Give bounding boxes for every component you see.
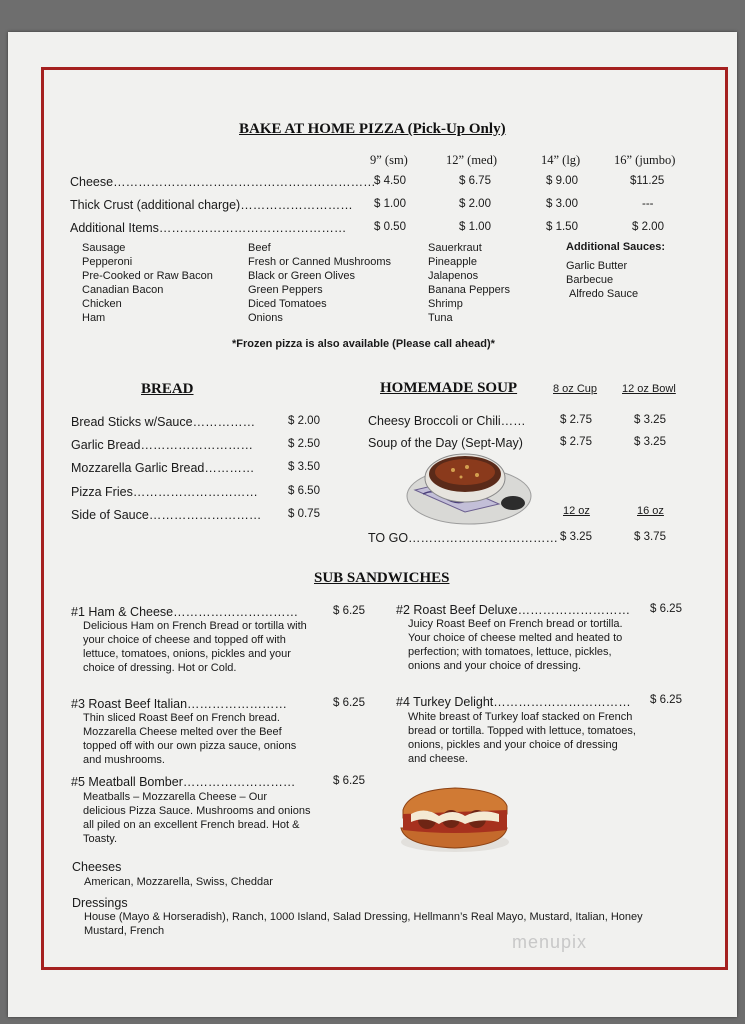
- bread-item: Garlic Bread………………………: [71, 438, 253, 452]
- toppings-col-3: [428, 241, 510, 325]
- soup-item: Cheesy Broccoli or Chili……: [368, 414, 526, 428]
- price-add-sm: $ 0.50: [374, 221, 406, 233]
- sub-name: #2 Roast Beef Deluxe………………………: [396, 603, 631, 617]
- bread-item: Pizza Fries…………………………: [71, 485, 258, 499]
- topping: Green Peppers: [248, 284, 323, 296]
- pizza-row-additional: Additional Items………………………………………: [70, 221, 347, 235]
- toppings-col-1: [82, 241, 213, 325]
- soup-bowl-image: [405, 448, 533, 528]
- bread-title: BREAD: [141, 381, 194, 397]
- price-cheese-lg: $ 9.00: [546, 175, 578, 187]
- togo-price-12: $ 3.25: [560, 531, 592, 543]
- topping: Onions: [248, 312, 283, 324]
- topping: Pepperoni: [82, 256, 133, 268]
- sauces-title: Additional Sauces:: [566, 241, 666, 253]
- soup-col-bowl: 12 oz Bowl: [622, 383, 676, 395]
- price-add-med: $ 1.00: [459, 221, 491, 233]
- bread-price: $ 6.50: [288, 485, 320, 497]
- bread-price: $ 2.00: [288, 415, 320, 427]
- sub-description: Delicious Ham on French Bread or tortilla with your choice of cheese and topped off with lettuce, tomatoes, onions, pickles and your choice of dressing. Hot or Cold.: [83, 620, 307, 674]
- soup-bowl-price: $ 3.25: [634, 414, 666, 426]
- frozen-note: *Frozen pizza is also available (Please call ahead)*: [232, 338, 495, 350]
- size-med: 12” (med): [446, 153, 498, 167]
- topping: Chicken: [82, 298, 122, 310]
- topping: Sauerkraut: [428, 242, 482, 254]
- price-cheese-sm: $ 4.50: [374, 175, 406, 187]
- bread-price: $ 3.50: [288, 461, 320, 473]
- sub-description: Meatballs – Mozzarella Cheese – Our delicious Pizza Sauce. Mushrooms and onions all piled on an excellent French bread. Hot & Toasty.: [83, 791, 311, 845]
- sauce: Barbecue: [566, 274, 614, 286]
- bread-price: $ 2.50: [288, 438, 320, 450]
- soup-item: Soup of the Day (Sept-May): [368, 436, 523, 450]
- topping: Ham: [82, 312, 106, 324]
- soup-bowl-price: $ 3.25: [634, 436, 666, 448]
- sub-name: #5 Meatball Bomber………………………: [71, 775, 296, 789]
- toppings-col-2: [248, 241, 391, 325]
- subs-title: SUB SANDWICHES: [314, 570, 450, 586]
- bread-item: Bread Sticks w/Sauce……………: [71, 415, 256, 429]
- sub-price: $ 6.25: [650, 694, 682, 706]
- dressings-list: House (Mayo & Horseradish), Ranch, 1000 Island, Salad Dressing, Hellmann’s Real Mayo, Mustard, Italian, Honey Mustard, French: [84, 911, 643, 937]
- togo-col-12: 12 oz: [563, 505, 590, 517]
- price-add-lg: $ 1.50: [546, 221, 578, 233]
- watermark-logo: menupix: [512, 932, 588, 952]
- togo-col-16: 16 oz: [637, 505, 664, 517]
- soup-cup-price: $ 2.75: [560, 436, 592, 448]
- price-thick-jumbo: ---: [642, 198, 654, 210]
- bread-item: Mozzarella Garlic Bread…………: [71, 461, 255, 475]
- sub-name: #1 Ham & Cheese…………………………: [71, 605, 299, 619]
- sauce: Alfredo Sauce: [569, 288, 639, 300]
- topping: Pineapple: [428, 256, 477, 268]
- sub-description: Thin sliced Roast Beef on French bread. Mozzarella Cheese melted over the Beef topped off with our own pizza sauce, onions and mushrooms.: [83, 712, 297, 766]
- price-cheese-med: $ 6.75: [459, 175, 491, 187]
- topping: Banana Peppers: [428, 284, 510, 296]
- size-lg: 14” (lg): [541, 153, 581, 167]
- topping: Diced Tomatoes: [248, 298, 327, 310]
- soup-title: HOMEMADE SOUP: [380, 380, 518, 396]
- topping: Beef: [248, 242, 271, 254]
- topping: Tuna: [428, 312, 453, 324]
- sub-price: $ 6.25: [333, 605, 365, 617]
- cheeses-title: Cheeses: [72, 860, 122, 874]
- dressings-title: Dressings: [72, 896, 128, 910]
- sub-price: $ 6.25: [650, 603, 682, 615]
- size-jumbo: 16” (jumbo): [614, 153, 676, 167]
- togo-price-16: $ 3.75: [634, 531, 666, 543]
- price-add-jumbo: $ 2.00: [632, 221, 664, 233]
- size-sm: 9” (sm): [370, 153, 408, 167]
- pizza-row-cheese: Cheese………………………………………………………: [70, 175, 376, 189]
- togo-label: TO GO………………………………: [368, 531, 559, 545]
- sub-name: #4 Turkey Delight……………………………: [396, 695, 631, 709]
- topping: Canadian Bacon: [82, 284, 164, 296]
- soup-col-cup: 8 oz Cup: [553, 383, 598, 395]
- topping: Jalapenos: [428, 270, 479, 282]
- soup-cup-price: $ 2.75: [560, 414, 592, 426]
- topping: Black or Green Olives: [248, 270, 355, 282]
- topping: Pre-Cooked or Raw Bacon: [82, 270, 213, 282]
- price-thick-sm: $ 1.00: [374, 198, 406, 210]
- pizza-row-thick-crust: Thick Crust (additional charge)………………………: [70, 198, 353, 212]
- sub-price: $ 6.25: [333, 697, 365, 709]
- topping: Fresh or Canned Mushrooms: [248, 256, 392, 268]
- sub-name: #3 Roast Beef Italian……………………: [71, 697, 288, 711]
- sub-description: White breast of Turkey loaf stacked on French bread or tortilla. Topped with lettuce, tomatoes, onions, pickles and your choice of dressing and cheese.: [408, 711, 636, 765]
- topping: Shrimp: [428, 298, 463, 310]
- sub-price: $ 6.25: [333, 775, 365, 787]
- price-cheese-jumbo: $11.25: [630, 175, 665, 187]
- pizza-title: BAKE AT HOME PIZZA (Pick-Up Only): [239, 121, 506, 137]
- price-thick-lg: $ 3.00: [546, 198, 578, 210]
- sauce: Garlic Butter: [566, 260, 628, 272]
- bread-price: $ 0.75: [288, 508, 320, 520]
- bread-item: Side of Sauce………………………: [71, 508, 262, 522]
- sauces-list: [566, 259, 638, 301]
- meatball-sub-image: [395, 784, 513, 856]
- sub-description: Juicy Roast Beef on French bread or tortilla. Your choice of cheese melted and heated to perfection; with tomatoes, lettuce, pickles, onions and your choice of dressing.: [408, 618, 623, 672]
- cheeses-list: American, Mozzarella, Swiss, Cheddar: [84, 876, 273, 888]
- topping: Sausage: [82, 242, 126, 254]
- price-thick-med: $ 2.00: [459, 198, 491, 210]
